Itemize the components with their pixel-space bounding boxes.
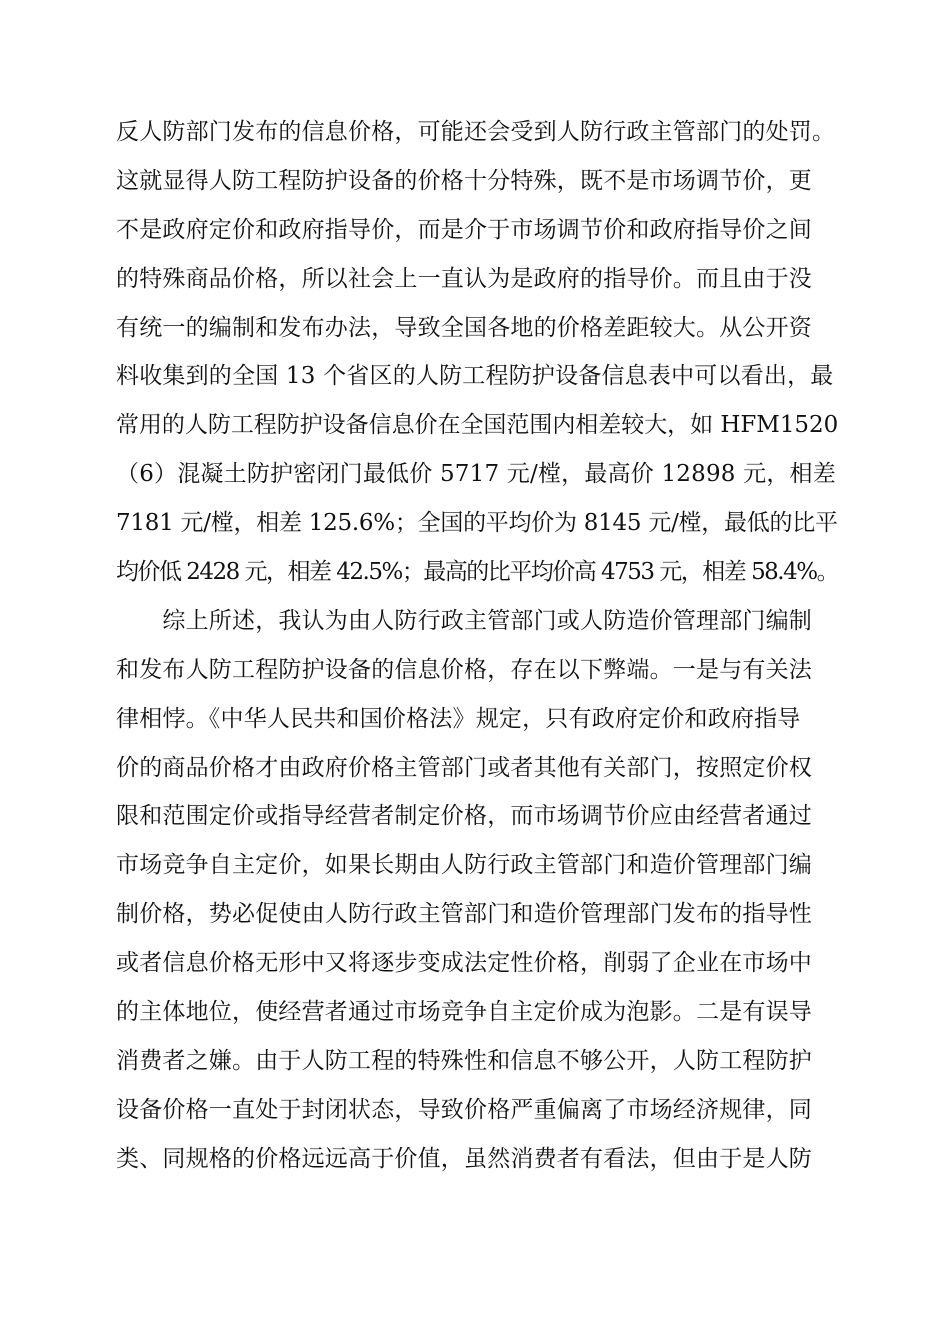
text-line: 律相悖。《中华人民共和国价格法》规定，只有政府定价和政府指导 [116,705,801,732]
text-line: 或者信息价格无形中又将逐步变成法定性价格，削弱了企业在市场中 [116,950,812,977]
text-line: 均价低 2428 元，相差 42.5%；最高的比平均价高 4753 元，相差 58.4%。 [116,559,839,586]
text-line: 的特殊商品价格，所以社会上一直认为是政府的指导价。而且由于没 [116,265,812,292]
text-line: 7181 元/樘，相差 125.6%；全国的平均价为 8145 元/樘，最低的比平 [116,510,838,537]
text-line: 设备价格一直处于封闭状态，导致价格严重偏离了市场经济规律，同 [116,1096,812,1123]
text-line: 限和范围定价或指导经营者制定价格，而市场调节价应由经营者通过 [116,803,812,830]
text-line: 类、同规格的价格远远高于价值，虽然消费者有看法，但由于是人防 [116,1145,812,1172]
text-line: 常用的人防工程防护设备信息价在全国范围内相差较大，如 HFM1520 [116,412,839,439]
text-line: 这就显得人防工程防护设备的价格十分特殊，既不是市场调节价，更 [116,167,812,194]
text-line: 消费者之嫌。由于人防工程的特殊性和信息不够公开，人防工程防护 [116,1047,812,1074]
text-line: 制价格，势必促使由人防行政主管部门和造价管理部门发布的指导性 [116,901,812,928]
text-line: 市场竞争自主定价，如果长期由人防行政主管部门和造价管理部门编 [116,852,812,879]
text-line: （6）混凝土防护密闭门最低价 5717 元/樘，最高价 12898 元，相差 [116,461,836,488]
text-line: 的主体地位，使经营者通过市场竞争自主定价成为泡影。二是有误导 [116,999,812,1026]
text-line: 价的商品价格才由政府价格主管部门或者其他有关部门，按照定价权 [116,754,812,781]
text-line: 和发布人防工程防护设备的信息价格，存在以下弊端。一是与有关法 [116,656,812,683]
text-line: 有统一的编制和发布办法，导致全国各地的价格差距较大。从公开资 [116,314,812,341]
text-line: 不是政府定价和政府指导价，而是介于市场调节价和政府指导价之间 [116,216,812,243]
text-line: 综上所述，我认为由人防行政主管部门或人防造价管理部门编制 [116,607,812,634]
body-text [116,108,839,1184]
text-line: 料收集到的全国 13 个省区的人防工程防护设备信息表中可以看出，最 [116,363,834,390]
text-line: 反人防部门发布的信息价格，可能还会受到人防行政主管部门的处罚。 [116,119,836,145]
